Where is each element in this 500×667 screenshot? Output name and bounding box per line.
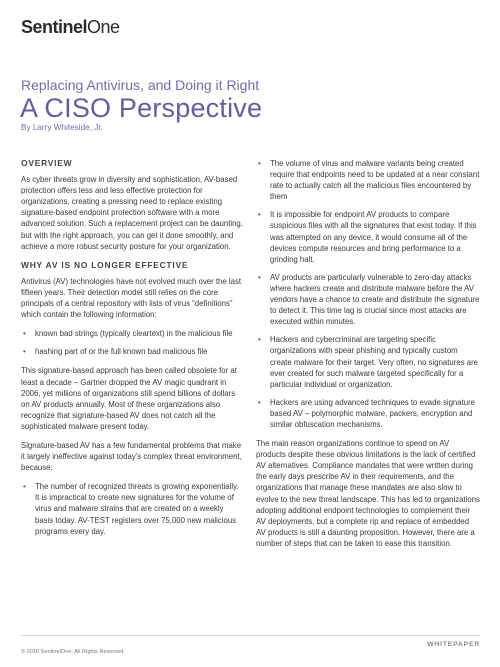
problems-list-continued: [256, 158, 480, 430]
why-av-paragraph: Antivirus (AV) technologies have not evolved much over the last fifteen years. Their detection model still relies on the core principals of a central repository with lists of virus “definitions” which contain the following information:: [21, 276, 242, 320]
list-item: • known bad strings (typically cleartext) in the malicious file: [21, 328, 243, 339]
problems-list: [21, 481, 243, 536]
left-column: [21, 158, 243, 545]
list-item: • hashing part of or the full known bad malicious file: [21, 346, 243, 357]
document-title: A CISO Perspective: [20, 93, 263, 123]
document-subtitle: Replacing Antivirus, and Doing it Right: [21, 77, 260, 93]
footer-divider: [21, 635, 480, 636]
sentinelone-logo: [21, 17, 120, 38]
why-av-heading: WHY AV IS NO LONGER EFFECTIVE: [21, 259, 189, 270]
list-item: • It is impossible for endpoint AV products to compare suspicious files with all the signatures that exist today. If this was attempted on any device, it would consume all of the devices compute resources and bring performance to a grinding halt.: [256, 209, 480, 264]
list-item: • AV products are particularly vulnerable to zero-day attacks where hackers create and distribute malware before the AV vendors have a chance to create and distribute the signature to detect it. This time lag is crucial since most attacks are executed within minutes.: [256, 272, 480, 327]
whitepaper-label: WHITEPAPER: [427, 641, 480, 648]
closing-paragraph: The main reason organizations continue to spend on AV products despite these obvious limitations is the lack of certified AV alternatives. Compliance mandates that were written during the early days prescribe AV in their requirements, and the organizations that manage these mandates are also slow to evolve to the new threat landscape. This has led to organizations adopting additional endpoint technologies to complement their AV deployments, but a complete rip and replace of embedded AV products is still a daunting proposition. However, there are a number of steps that can be taken to ease this transition.: [256, 439, 480, 548]
copyright-notice: © 2016 SentinelOne. All Rights Reserved.: [21, 649, 125, 655]
signature-paragraph: This signature-based approach has been called obsolete for at least a decade – Gartner dropped the AV magic quadrant in 2006, yet millions of organizations still spend billions of dollars on AV products annually. Most of these organizations also recognize that signature-based AV does not catch all the sophisticated malware present today.: [21, 366, 237, 431]
logo-light-text: One: [87, 17, 120, 37]
overview-heading: OVERVIEW: [21, 158, 73, 168]
overview-paragraph: As cyber threats grow in diversity and sophistication, AV-based protection offers less and less effective protection for organizations, creating a pressing need to replace existing signature-based endpoint protection software with a more advanced solution. Such a replacement project can be daunting, but with the right approach, you can get it done smoothly, and achieve a more robust security posture for your organization.: [21, 175, 243, 251]
list-item: • Hackers are using advanced techniques to evade signature based AV – polymorphic malware, packers, encryption and similar obfuscation mechanisms.: [256, 397, 480, 430]
list-item: • The number of recognized threats is growing exponentially. It is impractical to create new signatures for the volume of virus and malware strains that are created on a weekly basis today. AV-TEST registers over 75,000 new malicious programs every day.: [21, 481, 243, 536]
logo-bold-text: Sentinel: [21, 17, 88, 37]
list-item: • Hackers and cybercriminal are targeting specific organizations with spear phishing and typically custom create malware for their target. Very often, no signatures are ever created for such malware targeted specifically for a particular individual or organization.: [256, 334, 480, 389]
document-author: By Larry Whiteside, Jr.: [21, 123, 103, 132]
why-av-list: [21, 328, 243, 357]
list-item: • The volume of virus and malware variants being created require that endpoints need to be updated at a near constant rate to actually catch all the malicious files encountered by them: [256, 158, 480, 202]
problems-paragraph: Signature-based AV has a few fundamental problems that make it largely ineffective against today’s complex threat environment, because:: [21, 440, 242, 473]
right-column: [256, 158, 480, 557]
